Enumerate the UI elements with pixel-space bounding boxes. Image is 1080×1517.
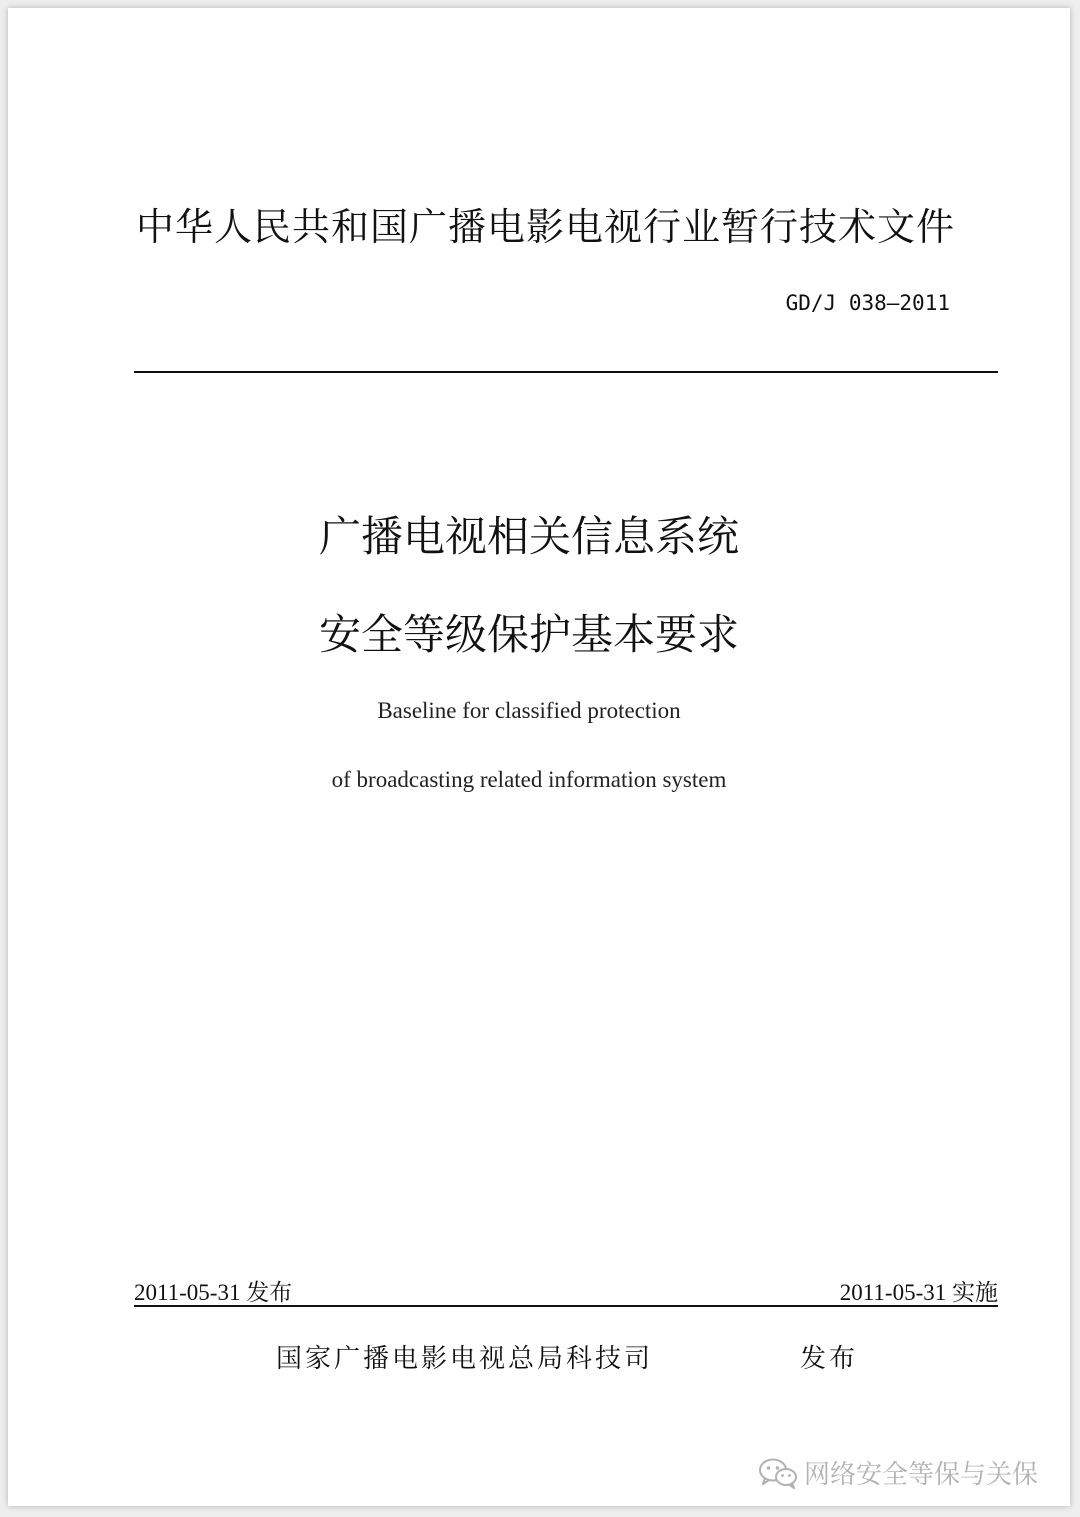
document-page: [8, 8, 1070, 1506]
en-title-line1: Baseline for classified protection: [377, 698, 681, 723]
watermark-text: 网络安全等保与关保: [803, 1460, 1038, 1490]
issuer-name: 国家广播电影电视总局科技司: [276, 1344, 654, 1374]
effective-date: 2011-05-31 实施: [839, 1280, 998, 1305]
en-title-line2: of broadcasting related information system: [331, 767, 727, 792]
bottom-divider: [134, 1305, 998, 1307]
top-divider: [134, 371, 998, 373]
wechat-icon: [758, 1457, 798, 1489]
publish-date: 2011-05-31 发布: [134, 1280, 293, 1305]
document-code: GD/J 038—2011: [785, 291, 950, 315]
watermark: [758, 1454, 1038, 1491]
cn-title-line1: 广播电视相关信息系统: [318, 512, 739, 561]
issuer-suffix: 发布: [800, 1344, 859, 1374]
header-title: 中华人民共和国广播电影电视行业暂行技术文件: [136, 205, 956, 249]
cn-title-line2: 安全等级保护基本要求: [318, 610, 739, 659]
